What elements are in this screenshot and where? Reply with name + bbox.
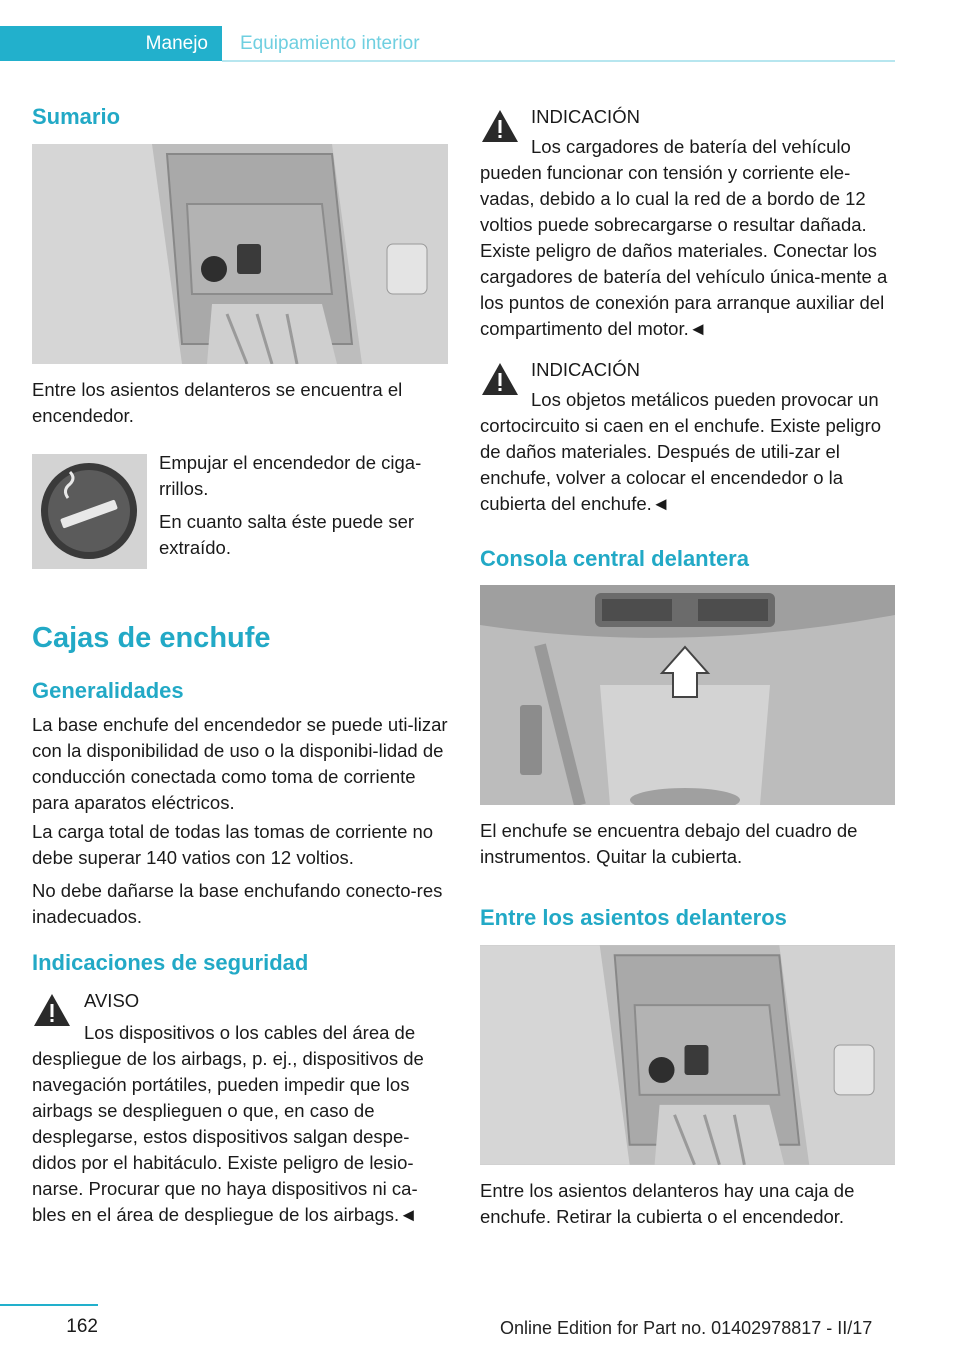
header-subsection[interactable]: Equipamiento interior [240, 33, 420, 54]
generalidades-heading: Generalidades [32, 678, 184, 703]
aviso-text: Los dispositivos o los cables del área de despliegue de los airbags, p. ej., dispositivos de navegación portátiles, pueden impedir que los airbags se desplieguen o que, en caso de desplegarse, estos dispositivos salgan despe-didos por el habitáculo. Existe peligro de lesio-narse. Procurar que no haya dispositivos ni ca-bles en el área de despliegue de los airbags.◄ [32, 1022, 424, 1225]
lighter-photo [32, 454, 147, 569]
aviso-label: AVISO [84, 990, 140, 1011]
generalidades-p3: No debe dañarse la base enchufando conecto-res inadecuados. [32, 880, 443, 927]
page-number-rule [0, 1304, 98, 1306]
cigarette-lighter-icon [32, 454, 147, 569]
page-number: 162 [66, 1316, 98, 1337]
entre-text: Entre los asientos delanteros hay una caja de enchufe. Retirar la cubierta o el encendedor. [480, 1180, 855, 1227]
console-illustration [32, 144, 448, 364]
edition-footer: Online Edition for Part no. 01402978817 - II/17 [500, 1318, 873, 1338]
indicacion-1-text: Los cargadores de batería del vehículo pueden funcionar con tensión y corriente ele-vadas, debido a lo cual la red de a bordo de 12 voltios puede sobrecargarse o resultar dañada. Existe peligro de daños materiales. Conectar los cargadores de batería del vehículo única-mente a los puntos de conexión para arranque auxiliar del compartimento del motor.◄ [480, 136, 888, 339]
sumario-text: Entre los asientos delanteros se encuentra el encendedor. [32, 379, 403, 426]
header-section[interactable]: Manejo [145, 33, 208, 54]
consola-text: El enchufe se encuentra debajo del cuadro de instrumentos. Quitar la cubierta. [480, 820, 858, 867]
cajas-heading: Cajas de enchufe [32, 622, 271, 654]
indicacion-2-label: INDICACIÓN [531, 359, 640, 380]
lighter-step-2: En cuanto salta éste puede ser extraído. [159, 511, 415, 558]
seguridad-heading: Indicaciones de seguridad [32, 950, 309, 975]
header-rule [222, 60, 895, 62]
sumario-heading: Sumario [32, 104, 121, 129]
indicacion-1-label: INDICACIÓN [531, 106, 640, 127]
console-photo-3 [480, 945, 895, 1165]
generalidades-p1: La base enchufe del encendedor se puede uti-lizar con la disponibilidad de uso o la disponibi-lidad de conducción conectada como toma de corriente para aparatos eléctricos. [32, 714, 448, 813]
dashboard-illustration [480, 585, 895, 805]
entre-heading: Entre los asientos delanteros [480, 905, 787, 930]
console-illustration [480, 945, 895, 1165]
lighter-step-1: Empujar el encendedor de ciga-rrillos. [159, 452, 422, 499]
generalidades-p2: La carga total de todas las tomas de corriente no debe superar 140 vatios con 12 voltios. [32, 821, 434, 868]
console-photo-1 [32, 144, 448, 364]
consola-heading: Consola central delantera [480, 546, 749, 571]
indicacion-2-text: Los objetos metálicos pueden provocar un cortocircuito si caen en el enchufe. Existe peligro de daños materiales. Después de utili-zar el enchufe, volver a colocar el encendedor o la cubierta del enchufe.◄ [480, 389, 882, 514]
console-photo-2 [480, 585, 895, 805]
